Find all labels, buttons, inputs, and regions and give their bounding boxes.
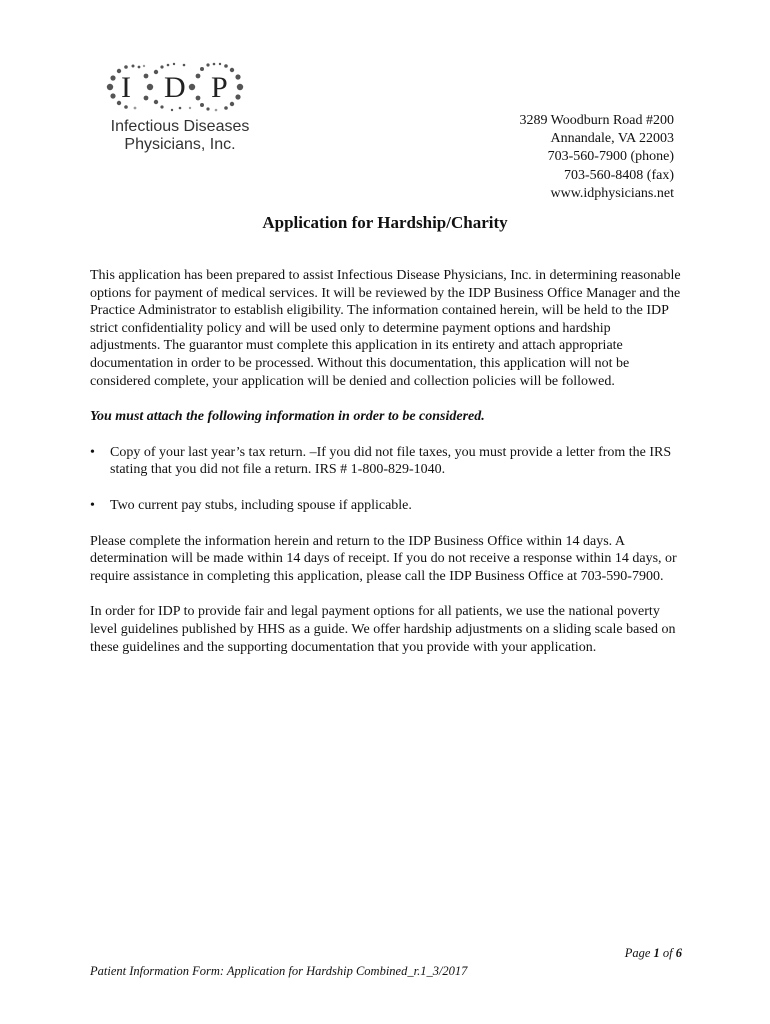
intro-paragraph: This application has been prepared to assist Infectious Disease Physicians, Inc. in determining reasonable options for payment of medical services. It will be reviewed by the IDP Business Office Manager and the Practice Administrator to establish eligibility. The information contained herein, will be held to the IDP strict confidentiality policy and will be used only to determine payment options and hardship adjustments. The guarantor must complete this application in its entirety and attach appropriate documentation in order to be processed. Without this documentation, this application will not be considered complete, your application will be denied and collection policies will be followed. xyxy=(90,268,681,389)
page-number-of: of xyxy=(659,946,676,960)
required-documents-list xyxy=(90,444,682,515)
logo-letter-d: D xyxy=(164,71,186,104)
list-item-text: Copy of your last year’s tax return. –If you did not file taxes, you must provide a letter from the IRS stating that you did not file a return. IRS # 1-800-829-1040. xyxy=(110,444,672,478)
attach-requirements-heading: You must attach the following information in order to be considered. xyxy=(90,409,485,425)
idp-logo xyxy=(100,60,270,160)
document-body xyxy=(90,267,682,656)
poverty-guidelines-paragraph: In order for IDP to provide fair and legal payment options for all patients, we use the national poverty level guidelines published by HHS as a guide. We offer hardship adjustments on a sliding scale based on these guidelines and the supporting documentation that you provide with your application. xyxy=(90,604,676,655)
fax-number: 703-560-8408 (fax) xyxy=(563,167,674,183)
completion-instructions-paragraph: Please complete the information herein and return to the IDP Business Office within 14 days. A determination will be made within 14 days of receipt. If you do not receive a response within 14 days, or require assistance in completing this application, please call the IDP Business Office at 703-590-7900. xyxy=(90,533,677,584)
contact-address-block xyxy=(519,112,674,203)
list-item xyxy=(90,497,682,515)
org-name-line1: Infectious Diseases xyxy=(110,118,250,135)
logo-letter-i: I xyxy=(121,71,131,104)
org-name-line2: Physicians, Inc. xyxy=(124,136,236,153)
page-number-prefix: Page xyxy=(624,946,654,960)
website-link[interactable]: www.idphysicians.net xyxy=(550,185,674,201)
address-city: Annandale, VA 22003 xyxy=(550,131,674,147)
address-street: 3289 Woodburn Road #200 xyxy=(519,113,674,128)
page-number-current: 1 xyxy=(653,946,660,960)
bullet-icon: • xyxy=(90,497,95,513)
logo-letter-p: P xyxy=(211,71,228,104)
page-number xyxy=(625,946,682,961)
list-item-text: Two current pay stubs, including spouse if applicable. xyxy=(110,497,412,513)
footer-form-name: Patient Information Form: Application for Hardship Combined_r.1_3/2017 xyxy=(90,964,468,978)
bullet-icon: • xyxy=(90,444,95,460)
document-title: Application for Hardship/Charity xyxy=(262,213,508,232)
organization-name xyxy=(100,118,260,154)
page-number-total: 6 xyxy=(675,946,682,960)
phone-number: 703-560-7900 (phone) xyxy=(547,149,674,165)
list-item xyxy=(90,444,682,479)
logo-dots-graphic xyxy=(104,60,254,114)
